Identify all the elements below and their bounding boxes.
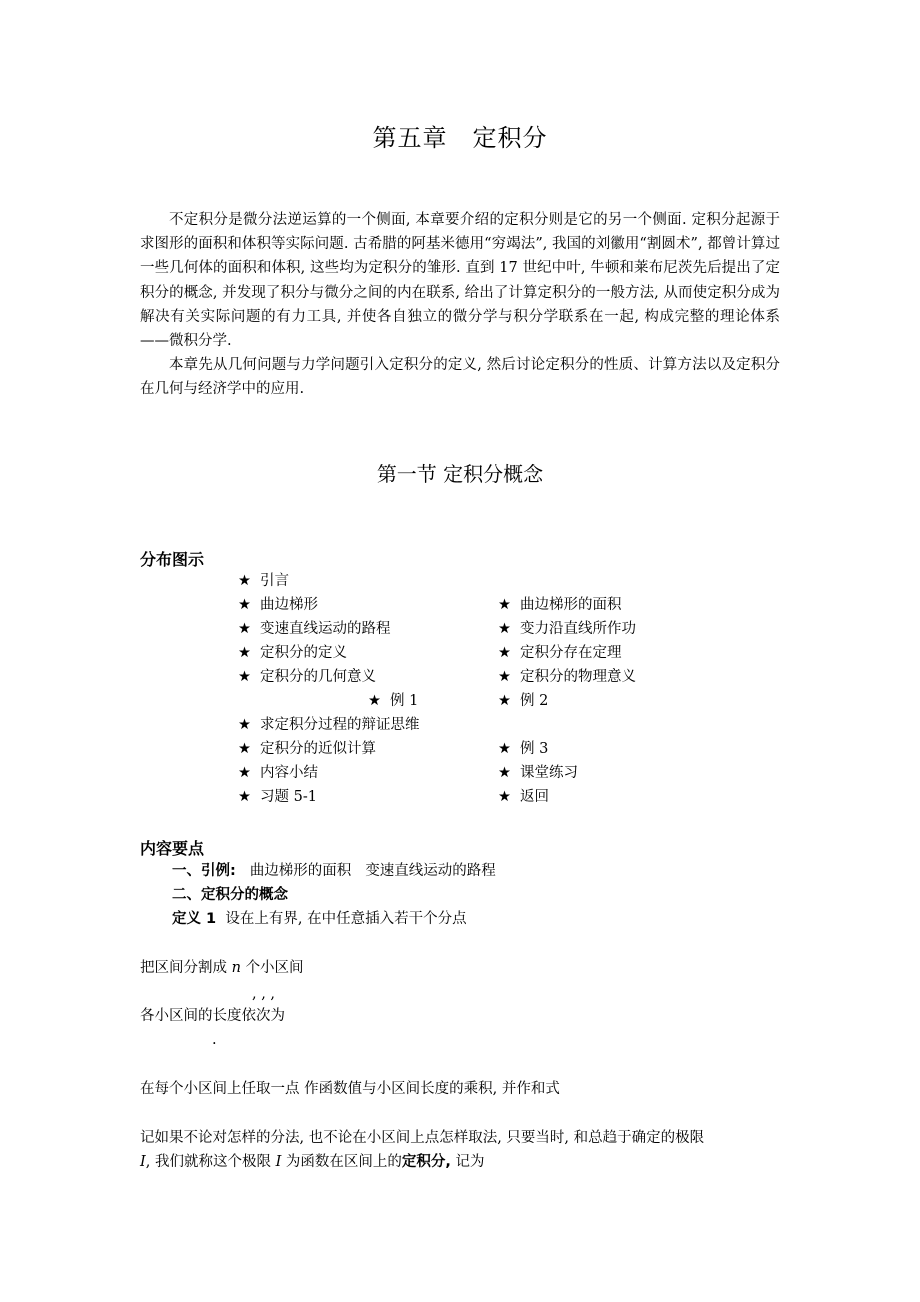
star-icon: ★: [238, 717, 251, 733]
star-icon: ★: [498, 765, 511, 781]
lengths-line: 各小区间的长度依次为: [140, 1008, 285, 1024]
star-icon: ★: [238, 573, 251, 589]
nav-link-summary[interactable]: ★ 内容小结: [238, 765, 318, 781]
chapter-title: 第五章 定积分: [372, 124, 548, 152]
nav-link-exercises[interactable]: ★ 习题 5-1: [238, 789, 317, 805]
nav-link-dialectic[interactable]: ★ 求定积分过程的辩证思维: [238, 717, 420, 733]
intro-text: [140, 208, 780, 402]
intro-paragraph-2: 本章先从几何问题与力学问题引入定积分的定义, 然后讨论定积分的性质、计算方法以及定积分在几何与经济学中的应用.: [140, 357, 780, 398]
nav-link-existence[interactable]: ★ 定积分存在定理: [498, 645, 622, 661]
star-icon: ★: [238, 789, 251, 805]
star-icon: ★: [498, 741, 511, 757]
star-icon: ★: [498, 621, 511, 637]
nav-link-curved-trapezoid-area[interactable]: ★ 曲边梯形的面积: [498, 597, 622, 613]
star-icon: ★: [238, 669, 251, 685]
nav-link-approx[interactable]: ★ 定积分的近似计算: [238, 741, 376, 757]
star-icon: ★: [238, 765, 251, 781]
nav-link-variable-motion[interactable]: ★ 变速直线运动的路程: [238, 621, 391, 637]
star-icon: ★: [368, 693, 381, 709]
nav-link-curved-trapezoid[interactable]: ★ 曲边梯形: [238, 597, 318, 613]
intro-paragraph-1: 不定积分是微分法逆运算的一个侧面, 本章要介绍的定积分则是它的另一个侧面. 定积分起源于求图形的面积和体积等实际问题. 古希腊的阿基米德用“穷竭法”, 我国的刘徽用“割圆术”, 都曾计算过一些几何体的面积和体积, 这些均为定积分的雏形. 直到 17 世纪中叶, 牛顿和莱布尼茨先后提出了定积分的概念, 并发现了积分与微分之间的内在联系, 给出了计算定积分的一般方法, 从而使定积分成为解决有关实际问题的有力工具, 并使各自独立的微分学与积分学联系在一起, 构成完整的理论体系——微积分学.: [140, 212, 780, 350]
key-points-heading: 内容要点: [140, 839, 205, 858]
key-point-1: 一、引例: 曲边梯形的面积 变速直线运动的路程: [172, 863, 496, 879]
definite-integral-line: I, 我们就称这个极限 I 为函数在区间上的定积分, 记为: [140, 1154, 485, 1170]
nav-link-back[interactable]: ★ 返回: [498, 789, 549, 805]
distribution-heading: 分布图示: [140, 550, 205, 569]
star-icon: ★: [498, 645, 511, 661]
star-icon: ★: [238, 645, 251, 661]
star-icon: ★: [238, 621, 251, 637]
star-icon: ★: [238, 741, 251, 757]
nav-link-intro[interactable]: ★ 引言: [238, 573, 289, 589]
section-title: 第一节 定积分概念: [376, 462, 544, 486]
nav-link-example-3[interactable]: ★ 例 3: [498, 741, 549, 757]
nav-link-variable-force[interactable]: ★ 变力沿直线所作功: [498, 621, 636, 637]
star-icon: ★: [238, 597, 251, 613]
star-icon: ★: [498, 693, 511, 709]
nav-link-geometric-meaning[interactable]: ★ 定积分的几何意义: [238, 669, 376, 685]
nav-link-practice[interactable]: ★ 课堂练习: [498, 765, 578, 781]
riemann-sum-line: 在每个小区间上任取一点 作函数值与小区间长度的乘积, 并作和式: [140, 1081, 560, 1097]
nav-link-example-1[interactable]: ★ 例 1: [368, 693, 419, 709]
star-icon: ★: [498, 669, 511, 685]
star-icon: ★: [498, 789, 511, 805]
partition-line: 把区间分割成 n 个小区间: [140, 960, 304, 976]
nav-link-definition[interactable]: ★ 定积分的定义: [238, 645, 347, 661]
star-icon: ★: [498, 597, 511, 613]
definition-1: 定义 1 设在上有界, 在中任意插入若干个分点: [172, 911, 467, 927]
nav-link-physical-meaning[interactable]: ★ 定积分的物理意义: [498, 669, 636, 685]
key-point-2: 二、定积分的概念: [172, 887, 288, 903]
limit-line: 记如果不论对怎样的分法, 也不论在小区间上点怎样取法, 只要当时, 和总趋于确定的极限: [140, 1130, 705, 1146]
lengths-period: .: [212, 1032, 217, 1048]
nav-link-example-2[interactable]: ★ 例 2: [498, 693, 549, 709]
interval-commas: , , ,: [252, 986, 276, 1002]
